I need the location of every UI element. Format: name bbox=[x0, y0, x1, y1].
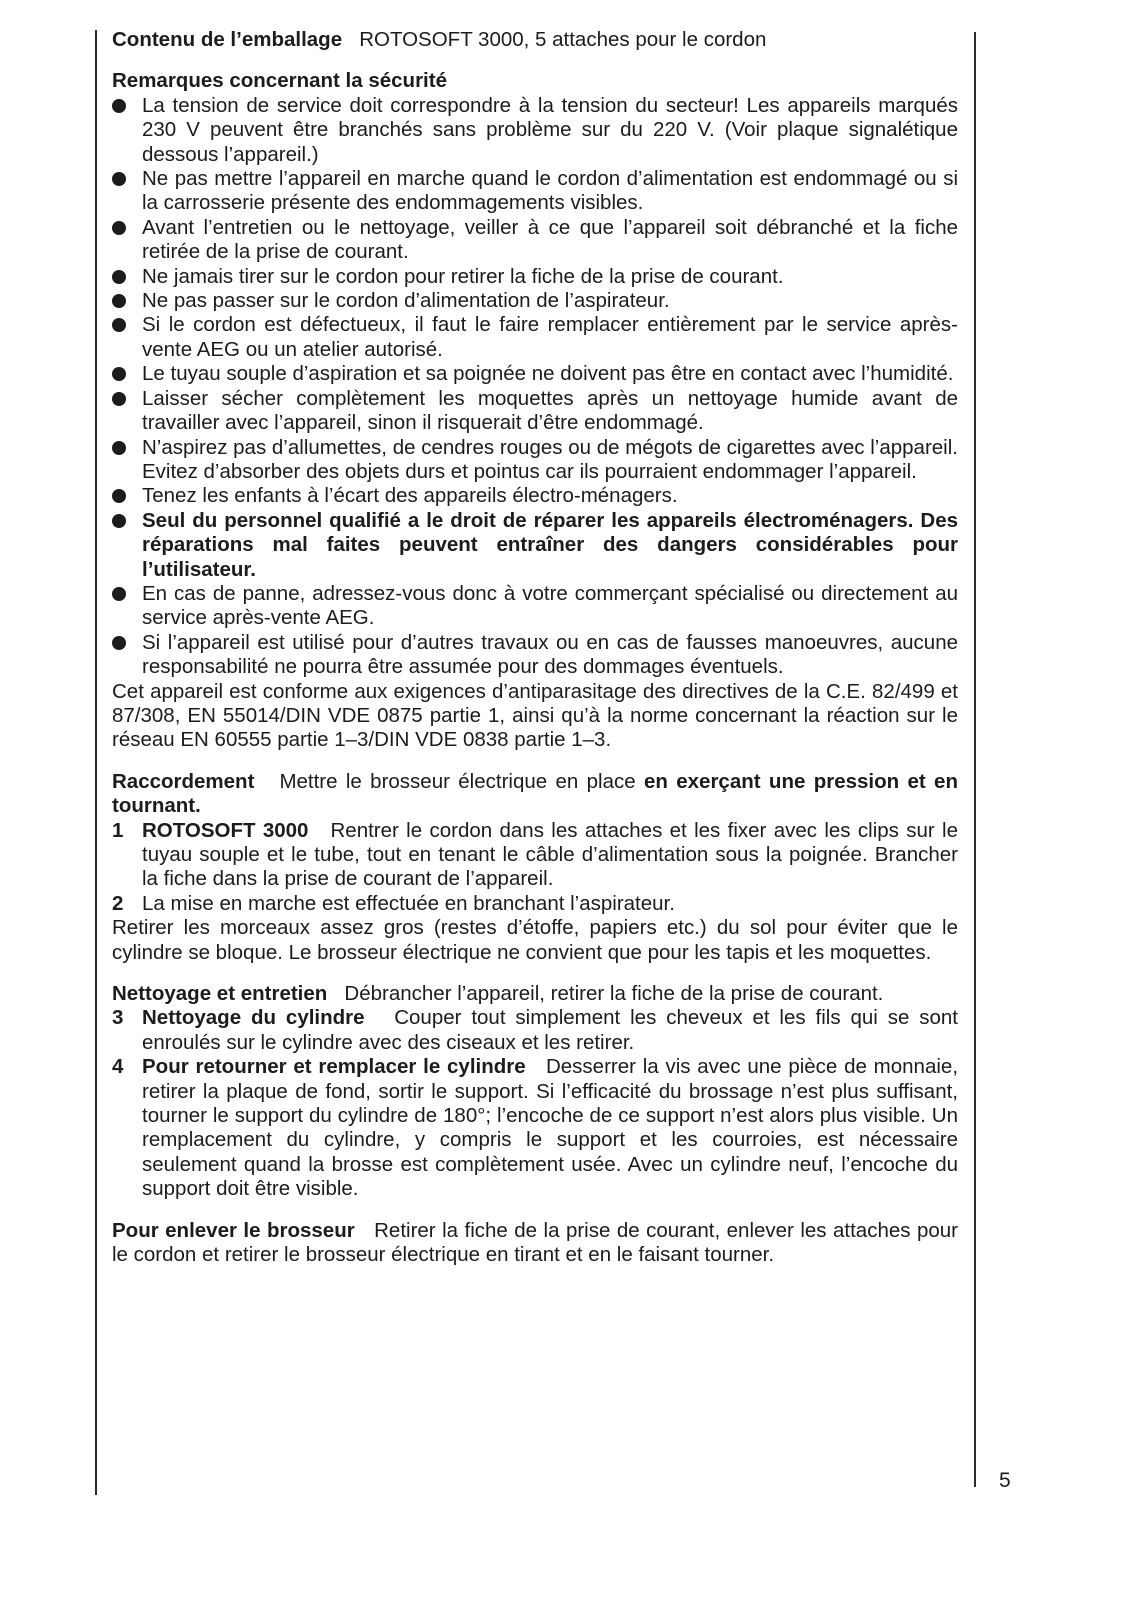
bullet-icon bbox=[112, 441, 126, 455]
safety-list bbox=[112, 94, 958, 680]
cleaning-heading: Nettoyage et entretien bbox=[112, 982, 328, 1006]
safety-item: N’aspirez pas d’allumettes, de cendres rouges ou de mégots de cigarettes avec l’appareil. Evitez d’absorber des objets durs et pointus car ils pourraient endommager l’appareil. bbox=[112, 436, 958, 485]
safety-item: Ne pas passer sur le cordon d’alimentation de l’aspirateur. bbox=[112, 289, 958, 313]
safety-item: Laisser sécher complètement les moquettes après un nettoyage humide avant de travailler avec l’appareil, sinon il risquerait d’être endommagé. bbox=[112, 387, 958, 436]
safety-item: Si le cordon est défectueux, il faut le faire remplacer entièrement par le service après-vente AEG ou un atelier autorisé. bbox=[112, 313, 958, 362]
step-number: 4 bbox=[112, 1055, 124, 1079]
safety-item: En cas de panne, adressez-vous donc à votre commerçant spécialisé ou directement au service après-vente AEG. bbox=[112, 582, 958, 631]
safety-item: Avant l’entretien ou le nettoyage, veiller à ce que l’appareil soit débranché et la fiche retirée de la prise de courant. bbox=[112, 216, 958, 265]
packaging-heading: Contenu de l’emballage bbox=[112, 28, 343, 51]
cleaning-intro bbox=[112, 982, 958, 1006]
bullet-icon bbox=[112, 514, 126, 528]
safety-item: Si l’appareil est utilisé pour d’autres travaux ou en cas de fausses manoeuvres, aucune responsabilité ne pourra être assumée pour des dommages éventuels. bbox=[112, 631, 958, 680]
connection-emphasis: en exerçant une pression et en tournant. bbox=[112, 769, 958, 818]
step-label: Pour retourner et remplacer le cylindre bbox=[142, 1055, 526, 1079]
safety-item-warning: Seul du personnel qualifié a le droit de réparer les appareils électroménagers. Des réparations mal faites peuvent entraîner des dangers considérables pour l’utilisateur. bbox=[112, 509, 958, 582]
step-text: La mise en marche est effectuée en branchant l’aspirateur. bbox=[142, 891, 675, 915]
cleaning-text: Débrancher l’appareil, retirer la fiche de la prise de courant. bbox=[344, 982, 884, 1006]
safety-item: Tenez les enfants à l’écart des appareils électro-ménagers. bbox=[112, 484, 958, 508]
conformity-text: Cet appareil est conforme aux exigences d’antiparasitage des directives de la C.E. 82/499 et 87/308, EN 55014/DIN VDE 0875 partie 1, ainsi qu’à la norme concernant la réaction sur le réseau EN 60555 partie 1–3/DIN VDE 0838 partie 1–3. bbox=[112, 679, 958, 752]
connection-text: Mettre le brosseur électrique en place bbox=[279, 769, 636, 793]
bullet-icon bbox=[112, 294, 126, 308]
left-margin-rule bbox=[95, 30, 97, 1495]
safety-item: Ne pas mettre l’appareil en marche quand le cordon d’alimentation est endommagé ou si la carrosserie présente des endommagements visibles. bbox=[112, 167, 958, 216]
step-item bbox=[112, 892, 958, 916]
bullet-icon bbox=[112, 587, 126, 601]
step-label: ROTOSOFT 3000 bbox=[142, 818, 309, 842]
bullet-icon bbox=[112, 172, 126, 186]
safety-item: La tension de service doit correspondre à la tension du secteur! Les appareils marqués 230 V peuvent être branchés sans problème sur du 220 V. (Voir plaque signalétique dessous l’appareil.) bbox=[112, 94, 958, 167]
bullet-icon bbox=[112, 99, 126, 113]
packaging-text: ROTOSOFT 3000, 5 attaches pour le cordon bbox=[359, 28, 767, 51]
connection-heading: Raccordement bbox=[112, 769, 255, 793]
bullet-icon bbox=[112, 270, 126, 284]
right-margin-rule bbox=[974, 32, 976, 1487]
step-number: 2 bbox=[112, 891, 124, 915]
step-number: 1 bbox=[112, 818, 124, 842]
bullet-icon bbox=[112, 392, 126, 406]
step-item bbox=[112, 819, 958, 892]
safety-heading: Remarques concernant la sécurité bbox=[112, 69, 447, 93]
step-item bbox=[112, 1006, 958, 1055]
bullet-icon bbox=[112, 489, 126, 503]
removal-heading: Pour enlever le brosseur bbox=[112, 1218, 355, 1242]
step-item bbox=[112, 1055, 958, 1201]
cleaning-steps bbox=[112, 1006, 958, 1201]
connection-note: Retirer les morceaux assez gros (restes d’étoffe, papiers etc.) du sol pour éviter que le cylindre se bloque. Le brosseur électrique ne convient que pour les tapis et les moquettes. bbox=[112, 916, 958, 964]
bullet-icon bbox=[112, 367, 126, 381]
bullet-icon bbox=[112, 221, 126, 235]
step-number: 3 bbox=[112, 1006, 124, 1030]
page-content bbox=[112, 28, 958, 1268]
page-number: 5 bbox=[999, 1469, 1011, 1492]
safety-item: Le tuyau souple d’aspiration et sa poignée ne doivent pas être en contact avec l’humidité. bbox=[112, 362, 958, 386]
packaging-section bbox=[112, 28, 958, 52]
connection-intro bbox=[112, 770, 958, 819]
bullet-icon bbox=[112, 318, 126, 332]
removal-text: Retirer la fiche de la prise de courant, enlever les attaches pour le cordon et retirer le brosseur électrique en tirant et en le faisant tourner. bbox=[112, 1218, 959, 1267]
step-label: Nettoyage du cylindre bbox=[142, 1006, 365, 1030]
step-text: Couper tout simplement les cheveux et les fils qui se sont enroulés sur le cylindre avec des ciseaux et les retirer. bbox=[142, 1006, 958, 1054]
connection-steps bbox=[112, 819, 958, 917]
safety-item: Ne jamais tirer sur le cordon pour retirer la fiche de la prise de courant. bbox=[112, 265, 958, 289]
bullet-icon bbox=[112, 636, 126, 650]
removal-section bbox=[112, 1219, 958, 1268]
step-text: Desserrer la vis avec une pièce de monnaie, retirer la plaque de fond, sortir le support. Si l’efficacité du brossage n’est plus suffisant, tourner le support du cylindre de 180°; l’encoche de ce support n’est alors plus visible. Un remplacement du cylindre, y compris le support et les courroies, est nécessaire seulement quand la brosse est complètement usée. Avec un cylindre neuf, l’encoche du support doit être visible. bbox=[142, 1055, 959, 1201]
step-text: Rentrer le cordon dans les attaches et les fixer avec les clips sur le tuyau souple et le tube, tout en tenant le câble d’alimentation sous la poignée. Brancher la fiche dans la prise de courant de l’appareil. bbox=[142, 818, 959, 891]
